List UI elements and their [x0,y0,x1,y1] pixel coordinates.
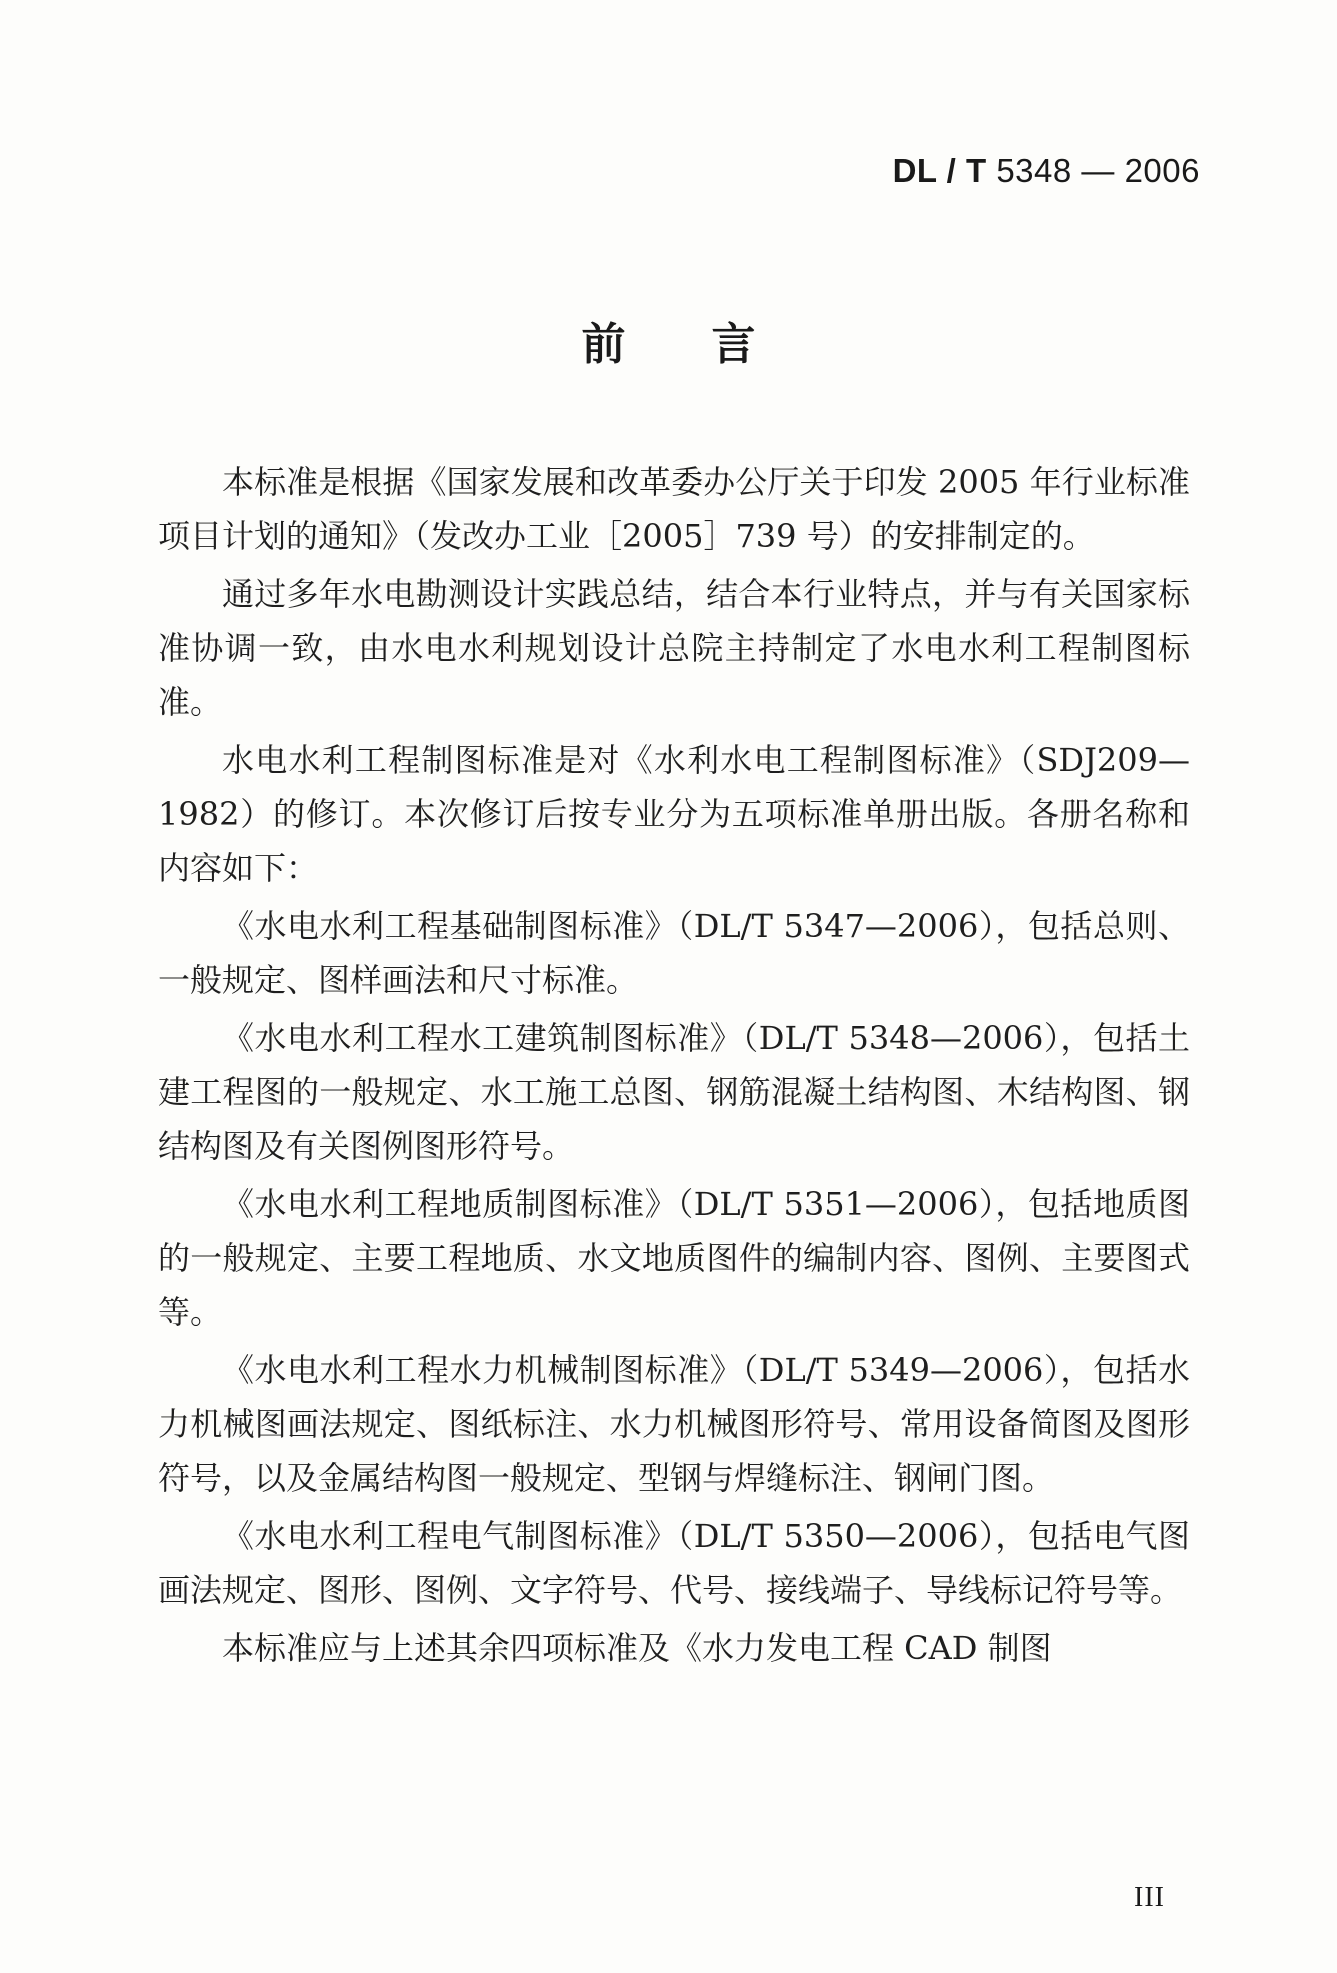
paragraph: 《水电水利工程电气制图标准》（DL/T 5350—2006），包括电气图画法规定、图形、图例、文字符号、代号、接线端子、导线标记符号等。 [158,1517,1190,1609]
paragraph: 本标准应与上述其余四项标准及《水力发电工程 CAD 制图 [222,1629,1052,1667]
paragraph: 通过多年水电勘测设计实践总结，结合本行业特点，并与有关国家标准协调一致，由水电水利规划设计总院主持制定了水电水利工程制图标准。 [158,575,1190,721]
preface-body [158,455,1190,1679]
paragraph: 本标准是根据《国家发展和改革委办公厅关于印发 2005 年行业标准项目计划的通知》（发改办工业［2005］739 号）的安排制定的。 [158,463,1190,555]
paragraph: 水电水利工程制图标准是对《水利水电工程制图标准》（SDJ209—1982）的修订。本次修订后按专业分为五项标准单册出版。各册名称和内容如下： [158,741,1190,887]
paragraph: 《水电水利工程基础制图标准》（DL/T 5347—2006），包括总则、一般规定、图样画法和尺寸标准。 [158,907,1190,999]
paragraph: 《水电水利工程地质制图标准》（DL/T 5351—2006），包括地质图的一般规定、主要工程地质、水文地质图件的编制内容、图例、主要图式等。 [158,1185,1190,1331]
standard-code-number: 5348 — 2006 [996,152,1200,189]
paragraph: 《水电水利工程水力机械制图标准》（DL/T 5349—2006），包括水力机械图画法规定、图纸标注、水力机械图形符号、常用设备简图及图形符号，以及金属结构图一般规定、型钢与焊缝标注、钢闸门图。 [158,1351,1190,1497]
standard-code-header [893,152,1200,190]
page-number: III [1134,1882,1165,1913]
paragraph: 《水电水利工程水工建筑制图标准》（DL/T 5348—2006），包括土建工程图的一般规定、水工施工总图、钢筋混凝土结构图、木结构图、钢结构图及有关图例图形符号。 [158,1019,1190,1165]
standard-code-prefix: DL / T [892,152,987,189]
page-title: 前言 [581,319,842,370]
